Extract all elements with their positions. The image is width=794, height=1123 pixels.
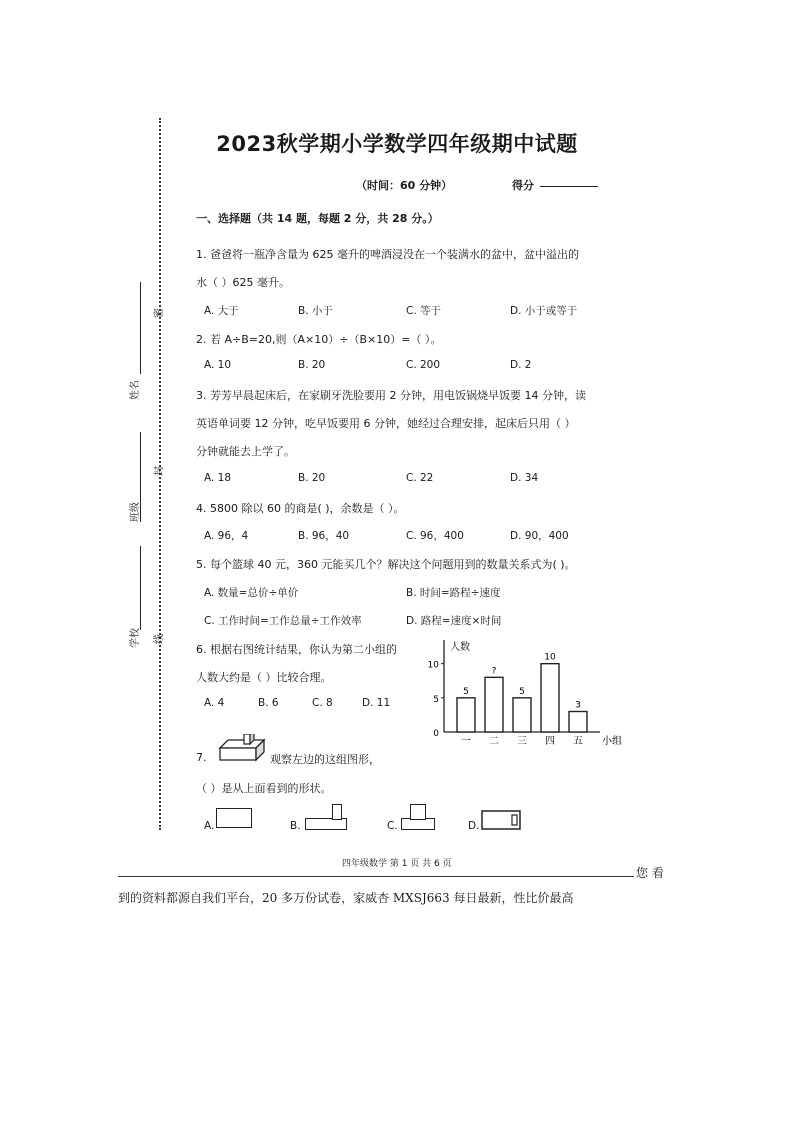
x-tick-label: 一 [461, 736, 471, 747]
school-label: 学校 [130, 628, 141, 648]
x-tick-label: 二 [489, 736, 499, 747]
q4-option-d[interactable]: D. 90，400 [510, 530, 569, 542]
q4-option-a[interactable]: A. 96，4 [204, 530, 249, 542]
q7-number: 7. [196, 751, 207, 764]
q3-line3: 分钟就能去上学了。 [196, 445, 295, 458]
section-heading: 一、选择题（共 14 题，每题 2 分，共 28 分。） [196, 212, 439, 225]
q1-option-d[interactable]: D. 小于或等于 [510, 305, 578, 317]
q2-option-b[interactable]: B. 20 [298, 359, 326, 371]
q1-option-a[interactable]: A. 大于 [204, 305, 239, 317]
q6-line2: 人数大约是（ ）比较合理。 [196, 671, 332, 684]
promo-rule [118, 876, 634, 877]
bar [569, 712, 587, 733]
class-label: 班级 [130, 502, 141, 522]
q7-option-b-shape-top [332, 804, 342, 820]
bar-data-label: 5 [519, 686, 525, 697]
group-count-bar-chart [414, 636, 622, 756]
q2-option-c[interactable]: C. 200 [406, 359, 441, 371]
q7-line2: （ ）是从上面看到的形状。 [196, 782, 332, 795]
q6-option-a[interactable]: A. 4 [204, 697, 225, 709]
exam-title: 2023秋学期小学数学四年级期中试题 [216, 132, 578, 156]
q3-option-b[interactable]: B. 20 [298, 472, 326, 484]
time-label: （时间：60 分钟） [356, 179, 453, 192]
y-axis-label: 人数 [450, 642, 470, 653]
bar-data-label: 3 [575, 700, 581, 711]
q1-option-c[interactable]: C. 等于 [406, 305, 442, 317]
q3-option-c[interactable]: C. 22 [406, 472, 434, 484]
q5-line1: 5. 每个篮球 40 元，360 元能买几个？解决这个问题用到的数量关系式为( )。 [196, 558, 576, 571]
school-blank [140, 546, 141, 630]
q7-option-c-shape-top [410, 804, 426, 820]
q5-option-b[interactable]: B. 时间=路程÷速度 [406, 587, 501, 599]
q7-line1: 观察左边的这组图形， [270, 753, 380, 766]
score-label: 得分 [512, 179, 534, 192]
q3-option-d[interactable]: D. 34 [510, 472, 539, 484]
bar-data-label: 10 [544, 652, 556, 663]
q7-option-a-shape [216, 808, 252, 828]
q5-option-c[interactable]: C. 工作时间=工作总量÷工作效率 [204, 615, 362, 627]
seal-char-xian: 线 [154, 634, 165, 644]
bar [541, 664, 559, 732]
seal-char-mi: 密 [154, 308, 165, 318]
x-tick-label: 三 [517, 736, 527, 747]
q7-option-d[interactable]: D. [468, 820, 480, 832]
q3-line1: 3. 芳芳早晨起床后，在家刷牙洗脸要用 2 分钟，用电饭锅烧早饭要 14 分钟，读 [196, 389, 586, 402]
y-tick-label: 10 [427, 660, 439, 671]
bar [457, 698, 475, 732]
y-tick-label: 5 [433, 694, 439, 705]
score-blank [540, 186, 598, 187]
bar [513, 698, 531, 732]
seal-char-feng: 封 [154, 466, 165, 476]
x-axis-label: 小组 [602, 736, 622, 747]
q6-option-c[interactable]: C. 8 [312, 697, 333, 709]
q5-option-a[interactable]: A. 数量=总价÷单价 [204, 587, 299, 599]
name-label: 姓名 [130, 380, 141, 400]
page-footer: 四年级数学 第 1 页 共 6 页 [342, 859, 452, 869]
block-figure-3d [218, 734, 266, 764]
q3-option-a[interactable]: A. 18 [204, 472, 232, 484]
q1-option-b[interactable]: B. 小于 [298, 305, 333, 317]
q2-option-d[interactable]: D. 2 [510, 359, 532, 371]
bar-data-label: ? [491, 666, 497, 677]
q4-line1: 4. 5800 除以 60 的商是( )，余数是（ ）。 [196, 502, 405, 515]
q4-option-c[interactable]: C. 96，400 [406, 530, 464, 542]
q5-option-d[interactable]: D. 路程=速度×时间 [406, 615, 502, 627]
q3-line2: 英语单词要 12 分钟，吃早饭要用 6 分钟，她经过合理安排，起床后只用（ ） [196, 417, 576, 430]
promo-line: 到的资料都源自我们平台，20 多万份试卷，家威杏 MXSJ663 每日最新，性比价最高 [118, 891, 574, 905]
bar [485, 677, 503, 732]
x-tick-label: 四 [545, 736, 555, 747]
q6-option-b[interactable]: B. 6 [258, 697, 279, 709]
x-tick-label: 五 [573, 736, 583, 747]
promo-tail: 您 看 [636, 866, 664, 880]
q7-option-a[interactable]: A. [204, 820, 215, 832]
q7-option-d-shape [480, 807, 524, 831]
name-blank [140, 282, 141, 374]
q2-line1: 2. 若 A÷B=20,则（A×10）÷（B×10）=（ ）。 [196, 333, 442, 346]
q7-option-c[interactable]: C. [387, 820, 398, 832]
q6-line1: 6. 根据右图统计结果，你认为第二小组的 [196, 643, 397, 656]
bar-data-label: 5 [463, 686, 469, 697]
q1-line2: 水（ ）625 毫升。 [196, 276, 290, 289]
q4-option-b[interactable]: B. 96，40 [298, 530, 350, 542]
q7-option-b[interactable]: B. [290, 820, 301, 832]
q2-option-a[interactable]: A. 10 [204, 359, 232, 371]
y-tick-label: 0 [433, 729, 439, 739]
q6-option-d[interactable]: D. 11 [362, 697, 391, 709]
q1-line1: 1. 爸爸将一瓶净含量为 625 毫升的啤酒浸没在一个装满水的盆中，盆中溢出的 [196, 248, 579, 261]
